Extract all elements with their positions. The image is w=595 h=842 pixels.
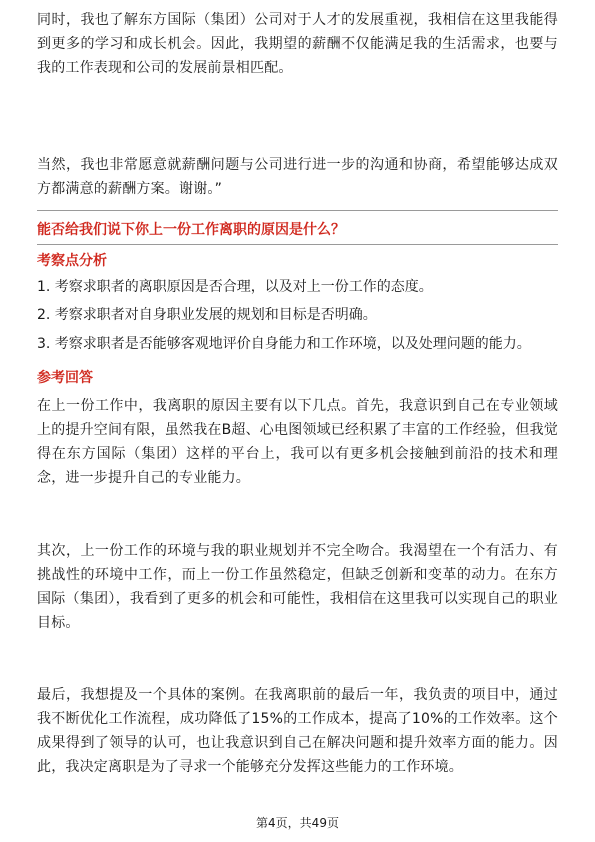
- answer-paragraph-3: 最后，我想提及一个具体的案例。在我离职前的最后一年，我负责的项目中，通过我不断优化工作流程，成功降低了15%的工作成本，提高了10%的工作效率。这个成果得到了领导的认可，也让我意识到自己在解决问题和提升效率方面的能力。因此，我决定离职是为了寻求一个能够充分发挥这些能力的工作环境。: [37, 687, 558, 775]
- analysis-item-1: 1. 考察求职者的离职原因是否合理，以及对上一份工作的态度。: [37, 279, 433, 295]
- section-divider-bottom: [37, 244, 558, 245]
- answer-paragraph-2: 其次，上一份工作的环境与我的职业规划并不完全吻合。我渴望在一个有活力、有挑战性的环境中工作，而上一份工作虽然稳定，但缺乏创新和变革的动力。在东方国际（集团），我看到了更多的机会和可能性，我相信在这里我可以实现自己的职业目标。: [37, 543, 558, 631]
- analysis-item-3: 3. 考察求职者是否能够客观地评价自身能力和工作环境，以及处理问题的能力。: [37, 336, 531, 352]
- question-title: 能否给我们说下你上一份工作离职的原因是什么？: [37, 222, 345, 238]
- answer-paragraph-1: 在上一份工作中，我离职的原因主要有以下几点。首先，我意识到自己在专业领域上的提升空间有限，虽然我在B超、心电图领域已经积累了丰富的工作经验，但我觉得在东方国际（集团）这样的平台上，我可以有更多机会接触到前沿的技术和理念，进一步提升自己的专业能力。: [37, 398, 559, 486]
- page-number: 第4页，共49页: [256, 816, 339, 830]
- intro-paragraph-2: 当然，我也非常愿意就薪酬问题与公司进行进一步的沟通和协商，希望能够达成双方都满意的薪酬方案。谢谢。”: [37, 157, 558, 197]
- answer-heading: 参考回答: [37, 370, 93, 386]
- analysis-item-2: 2. 考察求职者对自身职业发展的规划和目标是否明确。: [37, 307, 377, 323]
- section-divider-top: [37, 210, 558, 211]
- analysis-heading: 考察点分析: [37, 253, 107, 269]
- intro-paragraph-1: 同时，我也了解东方国际（集团）公司对于人才的发展重视，我相信在这里我能得到更多的学习和成长机会。因此，我期望的薪酬不仅能满足我的生活需求，也要与我的工作表现和公司的发展前景相匹配。: [37, 12, 558, 76]
